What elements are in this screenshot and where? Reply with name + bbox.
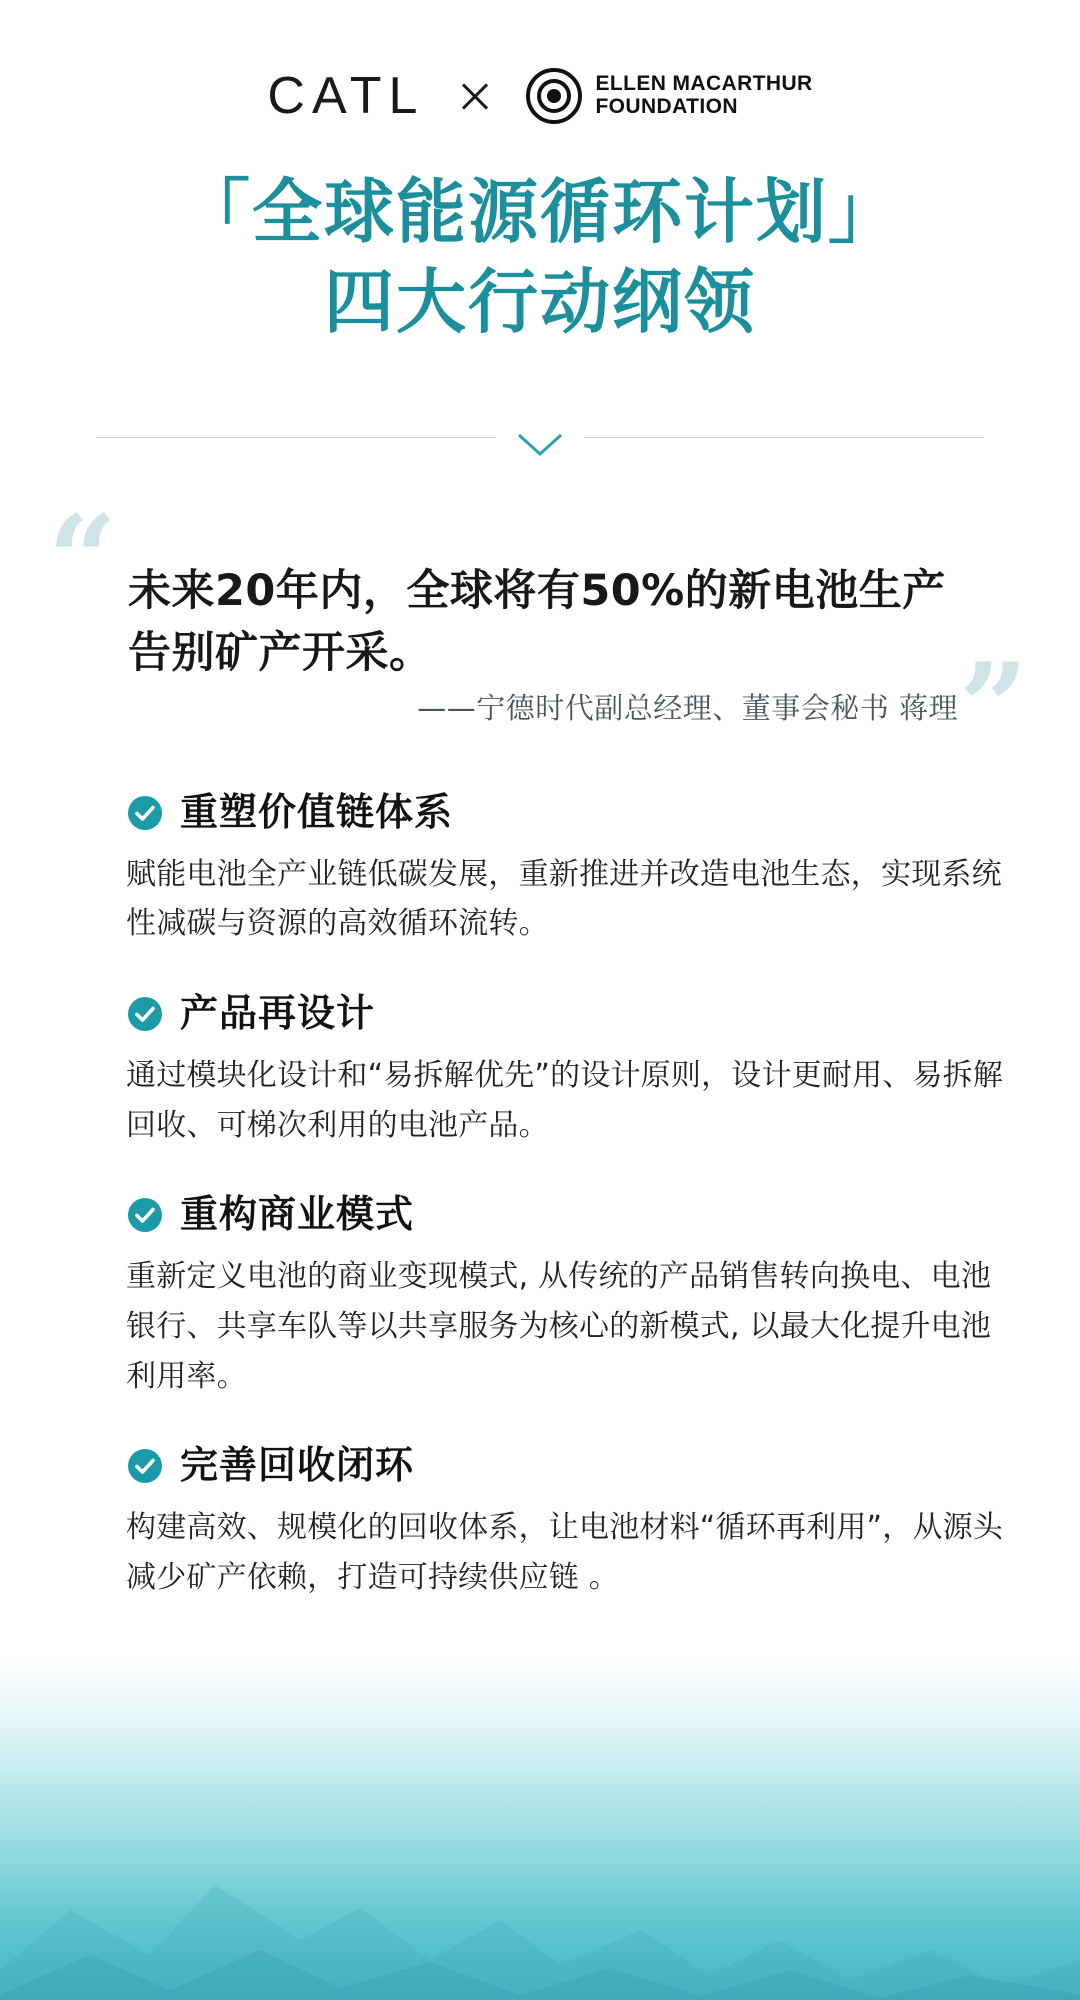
rock-silhouette-decoration [0, 1790, 1080, 2000]
list-item [0, 1443, 1080, 1602]
partner-name-line2: FOUNDATION [595, 95, 738, 118]
list-item [0, 1192, 1080, 1401]
partner-name-line1: ELLEN MACARTHUR [595, 72, 813, 96]
check-circle-icon [126, 1447, 164, 1485]
section-header [126, 1192, 1080, 1238]
title-line-2: 四大行动纲领 [324, 260, 756, 343]
quote-close-mark: ” [958, 637, 1028, 778]
divider-rule-left [96, 437, 496, 438]
brand-logo-row [0, 66, 1080, 126]
check-circle-icon [126, 1196, 164, 1234]
section-body: 构建高效、规模化的回收体系，让电池材料“循环再利用”，从源头减少矿产依赖，打造可持续供应链 。 [126, 1509, 1004, 1595]
section-header [126, 991, 1080, 1037]
cross-icon [458, 79, 492, 113]
quote-open-mark: “ [48, 489, 118, 630]
list-item [0, 790, 1080, 949]
section-title: 重构商业模式 [180, 1192, 415, 1237]
quote-text: 未来20年内，全球将有50%的新电池生产告别矿产开采。 [128, 566, 946, 679]
chevron-down-icon [516, 432, 564, 458]
section-body: 通过模块化设计和“易拆解优先”的设计原则，设计更耐用、易拆解回收、可梯次利用的电池产品。 [126, 1057, 1004, 1143]
check-circle-icon [126, 794, 164, 832]
section-body: 重新定义电池的商业变现模式, 从传统的产品销售转向换电、电池银行、共享车队等以共享服务为核心的新模式, 以最大化提升电池利用率。 [126, 1258, 992, 1394]
check-circle-icon [126, 995, 164, 1033]
page-title [0, 168, 1080, 347]
section-header [126, 790, 1080, 836]
section-title: 完善回收闭环 [180, 1443, 415, 1488]
catl-wordmark: CATL [267, 67, 425, 125]
section-divider [96, 432, 984, 466]
section-title: 产品再设计 [180, 991, 376, 1036]
ellen-macarthur-foundation-logo [526, 68, 812, 124]
action-principles-list [0, 790, 1080, 1645]
quote-attribution: ——宁德时代副总经理、董事会秘书 蒋理 [417, 691, 958, 725]
section-header [126, 1443, 1080, 1489]
list-item [0, 991, 1080, 1150]
divider-rule-right [584, 437, 984, 438]
partner-name [595, 73, 812, 118]
concentric-circles-icon [526, 68, 582, 124]
section-title: 重塑价值链体系 [180, 790, 454, 834]
title-line-1: 「全球能源循环计划」 [180, 171, 900, 253]
section-body: 赋能电池全产业链低碳发展，重新推进并改造电池生态，实现系统性减碳与资源的高效循环流转。 [126, 856, 1002, 942]
